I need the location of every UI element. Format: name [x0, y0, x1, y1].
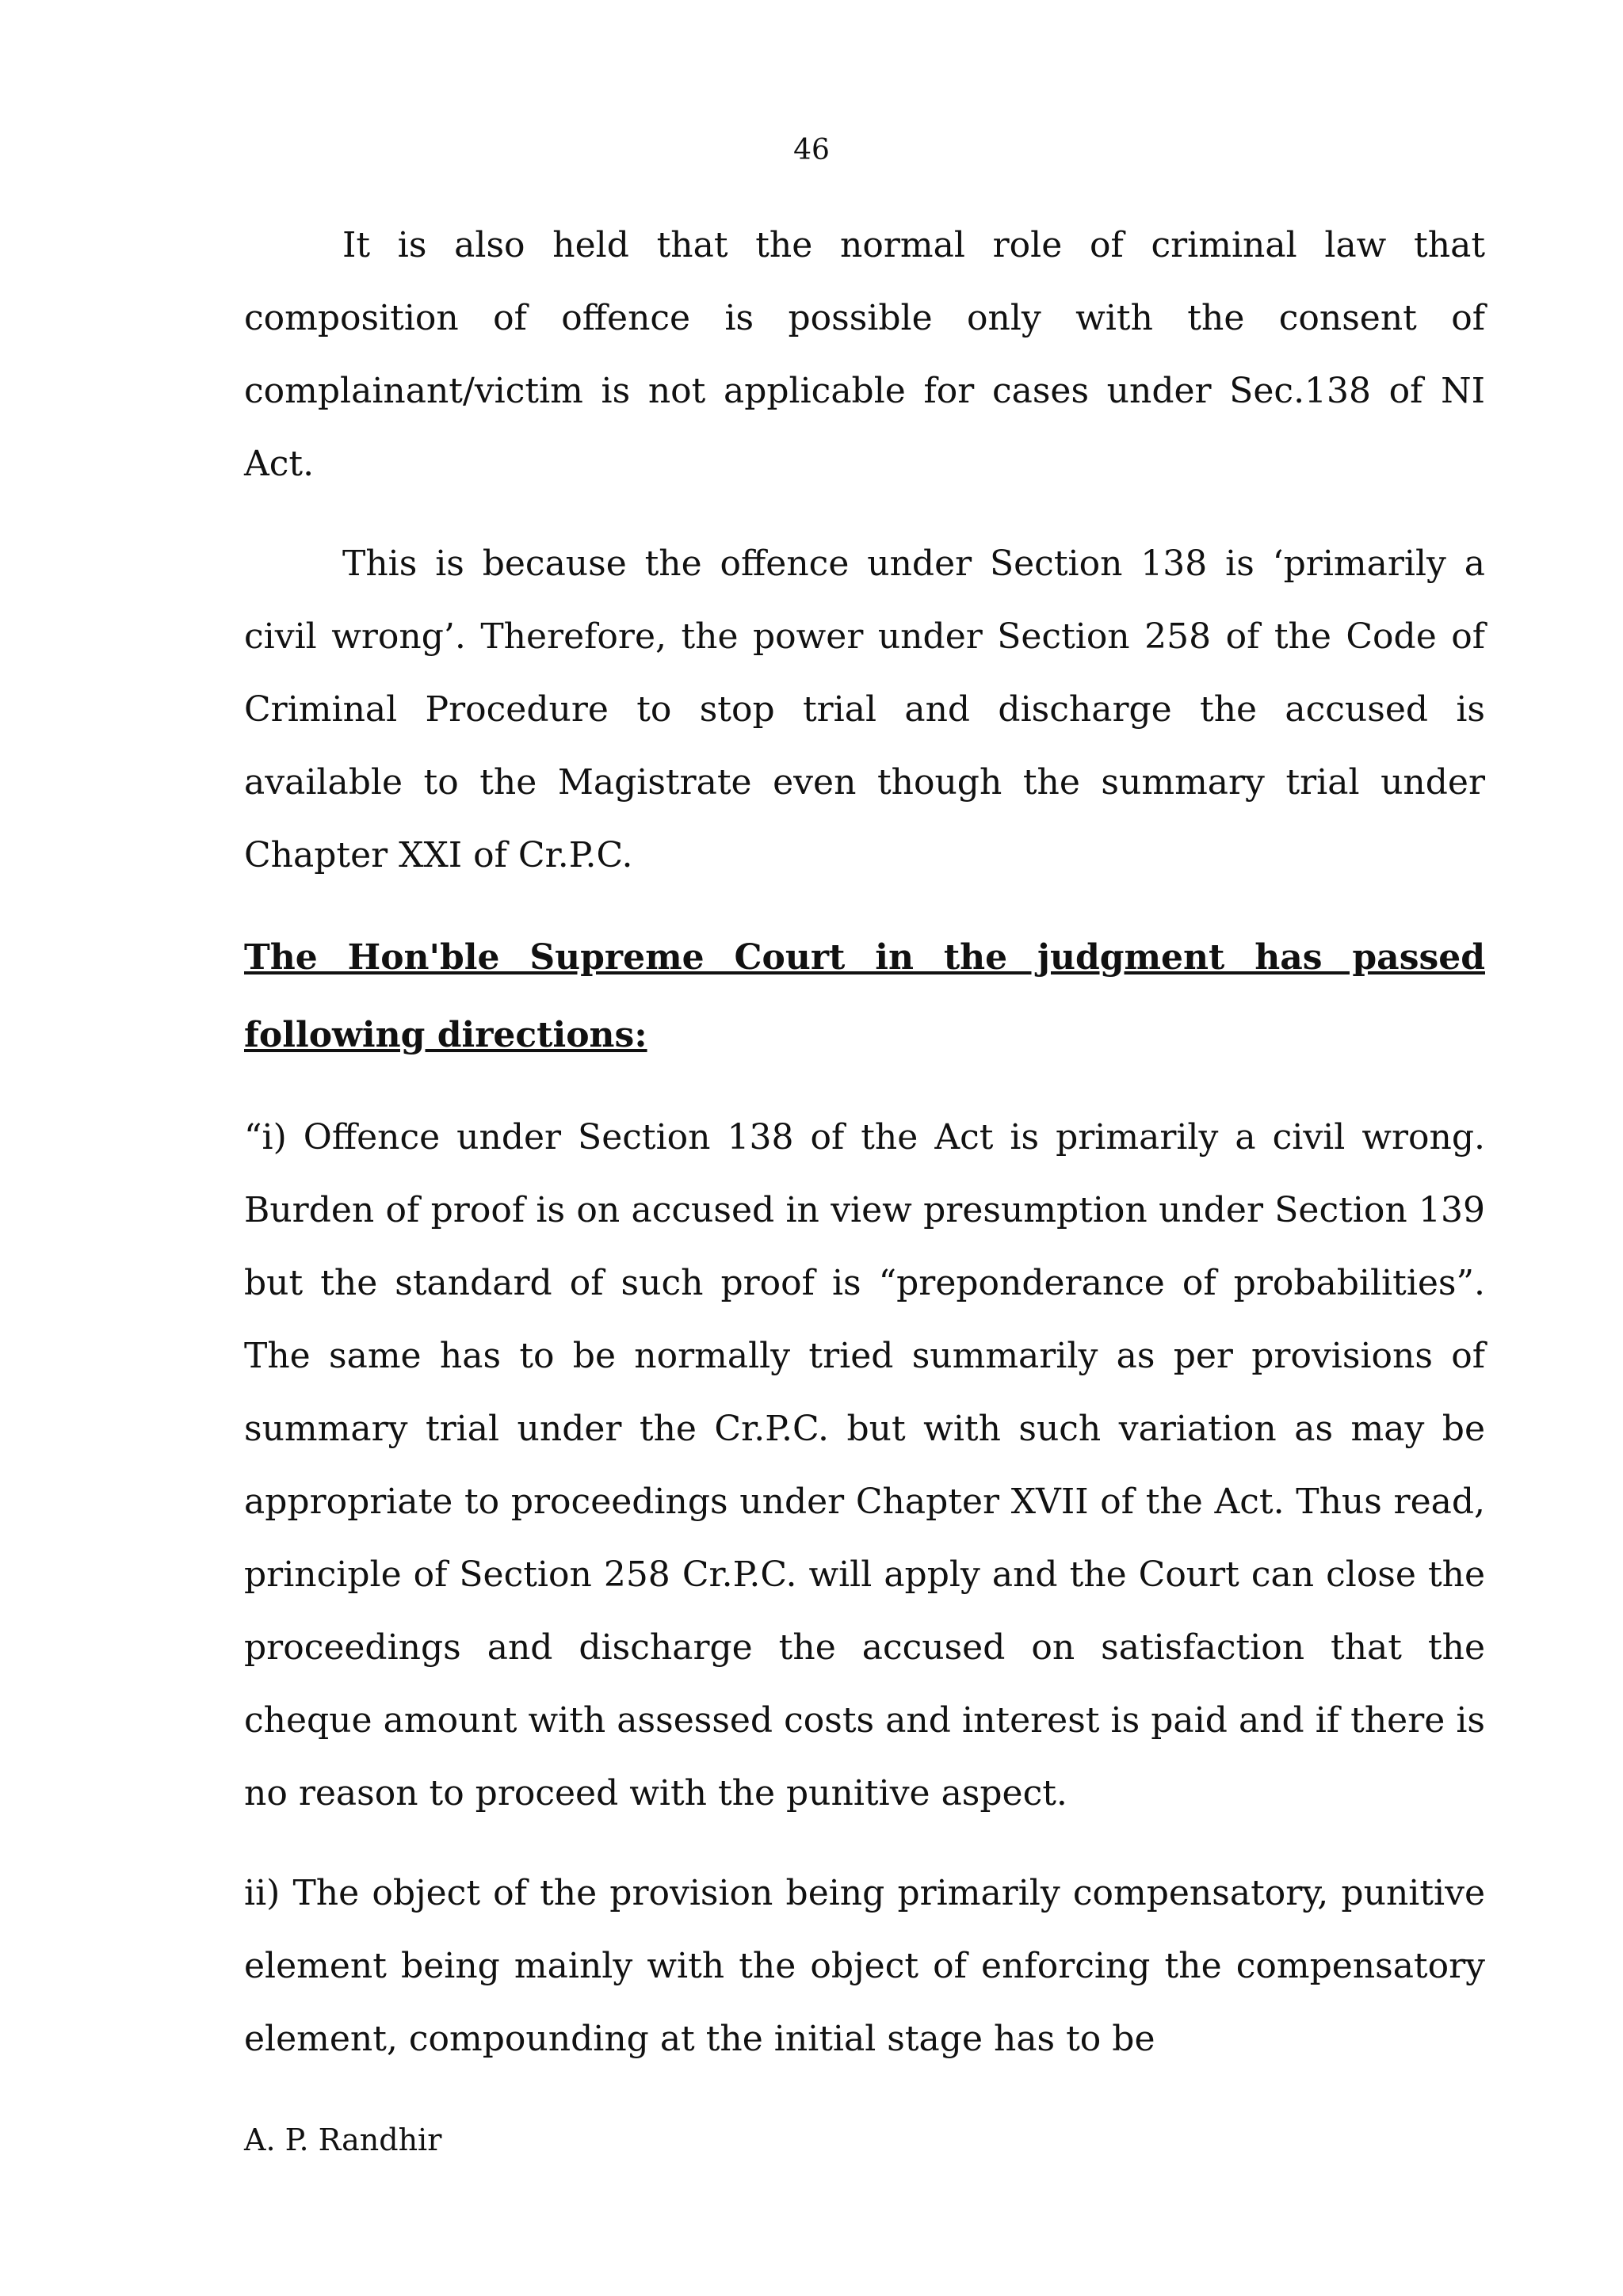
direction-i: “i) Offence under Section 138 of the Act is primarily a civil wrong. Burden of proof is on accused in view presumption under Section 139 but the standard of such proof is “preponderance of probabilities”. The same has to be normally tried summarily as per provisions of summary trial under the Cr.P.C. but with such variation as may be appropriate to proceedings under Chapter XVII of the Act. Thus read, principle of Section 258 Cr.P.C. will apply and the Court can close the proceedings and discharge the accused on satisfaction that the cheque amount with assessed costs and interest is paid and if there is no reason to proceed with the punitive aspect.: [244, 1117, 1485, 1814]
document-body: [244, 209, 1485, 2076]
paragraph-civil-wrong: This is because the offence under Section 138 is ‘primarily a civil wrong’. Therefore, the power under Section 258 of the Code of Criminal Procedure to stop trial and discharge the accused is available to the Magistrate even though the summary trial under Chapter XXI of Cr.P.C.: [244, 543, 1485, 875]
direction-ii: ii) The object of the provision being primarily compensatory, punitive element being mainly with the object of enforcing the compensatory element, compounding at the initial stage has to be: [244, 1873, 1485, 2059]
paragraph-composition: It is also held that the normal role of criminal law that composition of offence is possible only with the consent of complainant/victim is not applicable for cases under Sec.138 of NI Act.: [244, 225, 1485, 484]
page-number: 46: [793, 134, 830, 166]
section-heading: The Hon'ble Supreme Court in the judgment has passed following directions:: [244, 937, 1485, 1055]
footer-author: A. P. Randhir: [244, 2122, 442, 2157]
